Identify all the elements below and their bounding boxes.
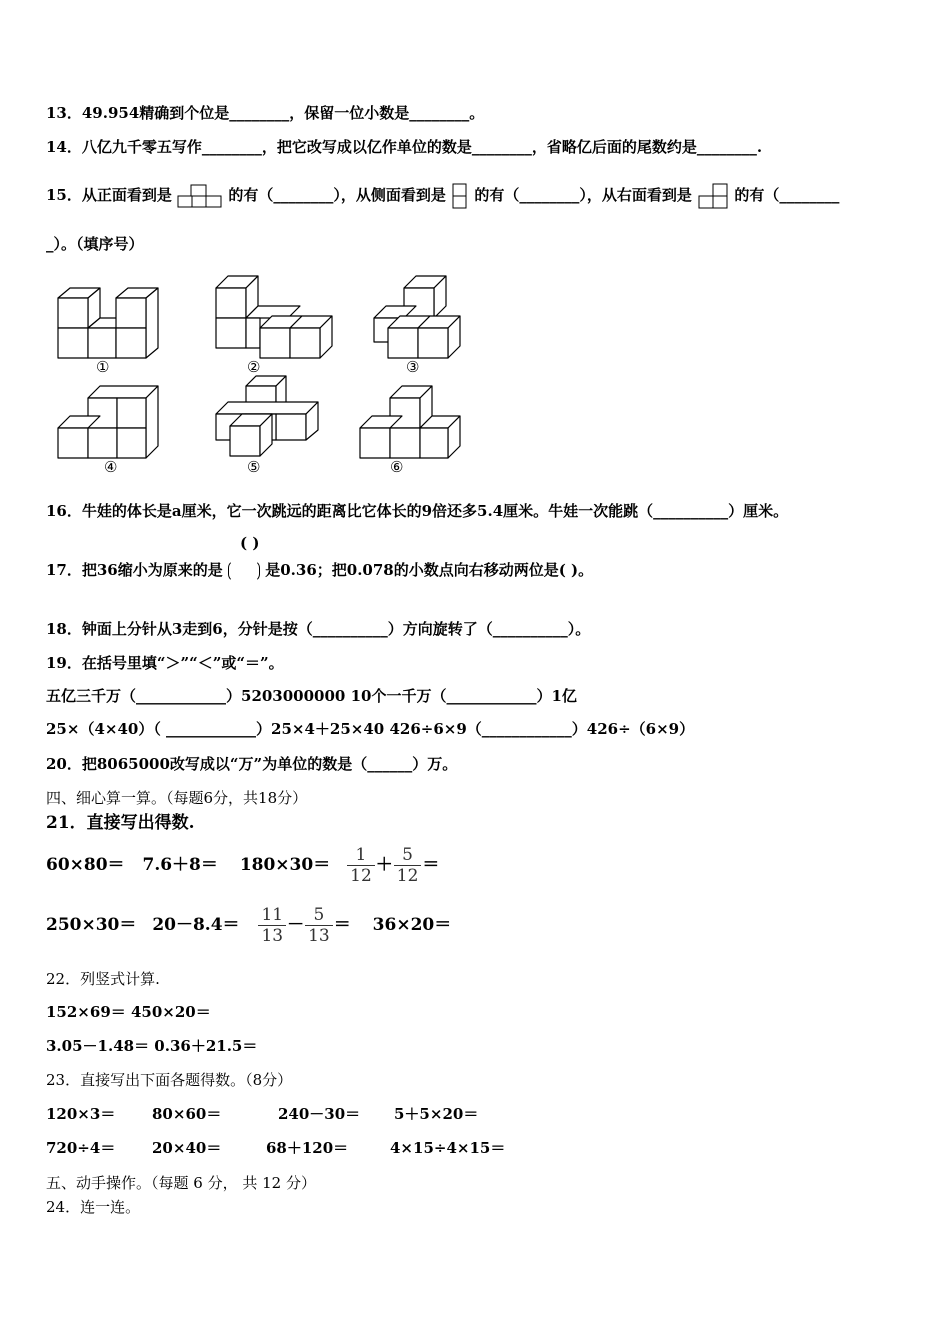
- q21-plus: ＋: [375, 855, 393, 875]
- q17-blank-box: [228, 560, 260, 582]
- question-22-row1: 152×69＝ 450×20＝: [46, 1003, 211, 1021]
- q23-r1c3: 240－30＝: [278, 1105, 361, 1123]
- q15-part2: 的有（________），从侧面看到是: [228, 186, 446, 204]
- figure-label-3: ③: [406, 358, 420, 376]
- figure-3: [374, 276, 460, 358]
- q17-part1: 17．把36缩小为原来的是: [46, 561, 223, 579]
- question-18: 18．钟面上分针从3走到6，分针是按（__________）方向旋转了（__________）。: [46, 620, 591, 638]
- q21-fraction-1: $\frac{1}{12}$: [347, 845, 375, 886]
- figure-label-2: ②: [247, 358, 261, 376]
- q21-row1: [46, 843, 439, 887]
- question-16: 16．牛娃的体长是a厘米，它一次跳远的距离比它体长的9倍还多5.4厘米。牛娃一次能跳（__________）厘米。: [46, 502, 789, 520]
- question-20: 20．把8065000改写成以“万”为单位的数是（______）万。: [46, 755, 458, 773]
- q21-minus: －: [287, 915, 305, 935]
- q21-fraction-3: $\frac{11}{13}$: [258, 905, 286, 946]
- figure-label-5: ⑤: [247, 458, 261, 476]
- figure-2: [216, 276, 332, 358]
- question-15-line2: _）。（填序号）: [46, 235, 144, 253]
- figure-label-6: ⑥: [390, 458, 404, 476]
- side-view-icon: [451, 183, 469, 209]
- question-13: 13．49.954精确到个位是________，保留一位小数是________。: [46, 104, 485, 122]
- q21-eq-2: ＝: [333, 915, 351, 935]
- q21-expr-f: 36×20＝: [372, 915, 452, 935]
- q21-expr-b: 7.6＋8＝: [142, 855, 218, 875]
- question-23-title: 23．直接写出下面各题得数。（8分）: [46, 1071, 293, 1089]
- q23-r1c1: 120×3＝: [46, 1105, 116, 1123]
- figure-6: [360, 386, 460, 458]
- q21-expr-c: 180×30＝: [239, 855, 331, 875]
- section-5-title: 五、动手操作。（每题 6 分， 共 12 分）: [46, 1174, 316, 1192]
- question-22-title: 22．列竖式计算.: [46, 970, 160, 988]
- question-15: [46, 183, 839, 209]
- front-view-icon: [177, 184, 223, 208]
- question-22-row2: 3.05－1.48＝ 0.36＋21.5＝: [46, 1037, 258, 1055]
- question-19-row1: 五亿三千万（____________）5203000000 10个一千万（____________）1亿: [46, 687, 577, 705]
- q15-part3: 的有（________），从右面看到是: [474, 186, 692, 204]
- q23-r2c3: 68＋120＝: [266, 1139, 349, 1157]
- figure-label-4: ④: [104, 458, 118, 476]
- q21-fraction-2: $\frac{5}{12}$: [394, 845, 422, 886]
- q23-r2c1: 720÷4＝: [46, 1139, 116, 1157]
- question-19-title: 19．在括号里填“＞”“＜”或“＝”。: [46, 654, 284, 672]
- q21-expr-a: 60×80＝: [46, 855, 125, 875]
- question-19-row2: 25×（4×40）（ ____________）25×4＋25×40 426÷6×9（____________）426÷（6×9）: [46, 720, 695, 738]
- figure-5: [216, 376, 318, 456]
- question-17: [46, 560, 593, 582]
- figure-label-1: ①: [96, 358, 110, 376]
- section-4-title: 四、细心算一算。（每题6分，共18分）: [46, 789, 308, 807]
- q17-paren: ( ): [240, 534, 260, 552]
- q15-part1: 15．从正面看到是: [46, 186, 172, 204]
- figure-1: [58, 288, 158, 358]
- q15-part4: 的有（________: [734, 186, 840, 204]
- right-view-icon: [697, 183, 729, 209]
- q21-eq-1: ＝: [422, 855, 440, 875]
- q17-part2: 是0.36；把0.078的小数点向右移动两位是( )。: [265, 561, 594, 579]
- q21-row2: [46, 903, 451, 947]
- q21-fraction-4: $\frac{5}{13}$: [305, 905, 333, 946]
- question-21-title: 21．直接写出得数.: [46, 813, 195, 833]
- q23-r1c2: 80×60＝: [152, 1105, 222, 1123]
- question-24-title: 24．连一连。: [46, 1198, 141, 1216]
- figure-4: [58, 386, 158, 458]
- q21-expr-d: 250×30＝: [46, 915, 137, 935]
- q23-r1c4: 5＋5×20＝: [394, 1105, 479, 1123]
- q23-r2c2: 20×40＝: [152, 1139, 222, 1157]
- q23-r2c4: 4×15÷4×15＝: [390, 1139, 506, 1157]
- q21-expr-e: 20－8.4＝: [152, 915, 240, 935]
- question-14: 14．八亿九千零五写作________，把它改写成以亿作单位的数是________，省略亿后面的尾数约是________.: [46, 138, 763, 156]
